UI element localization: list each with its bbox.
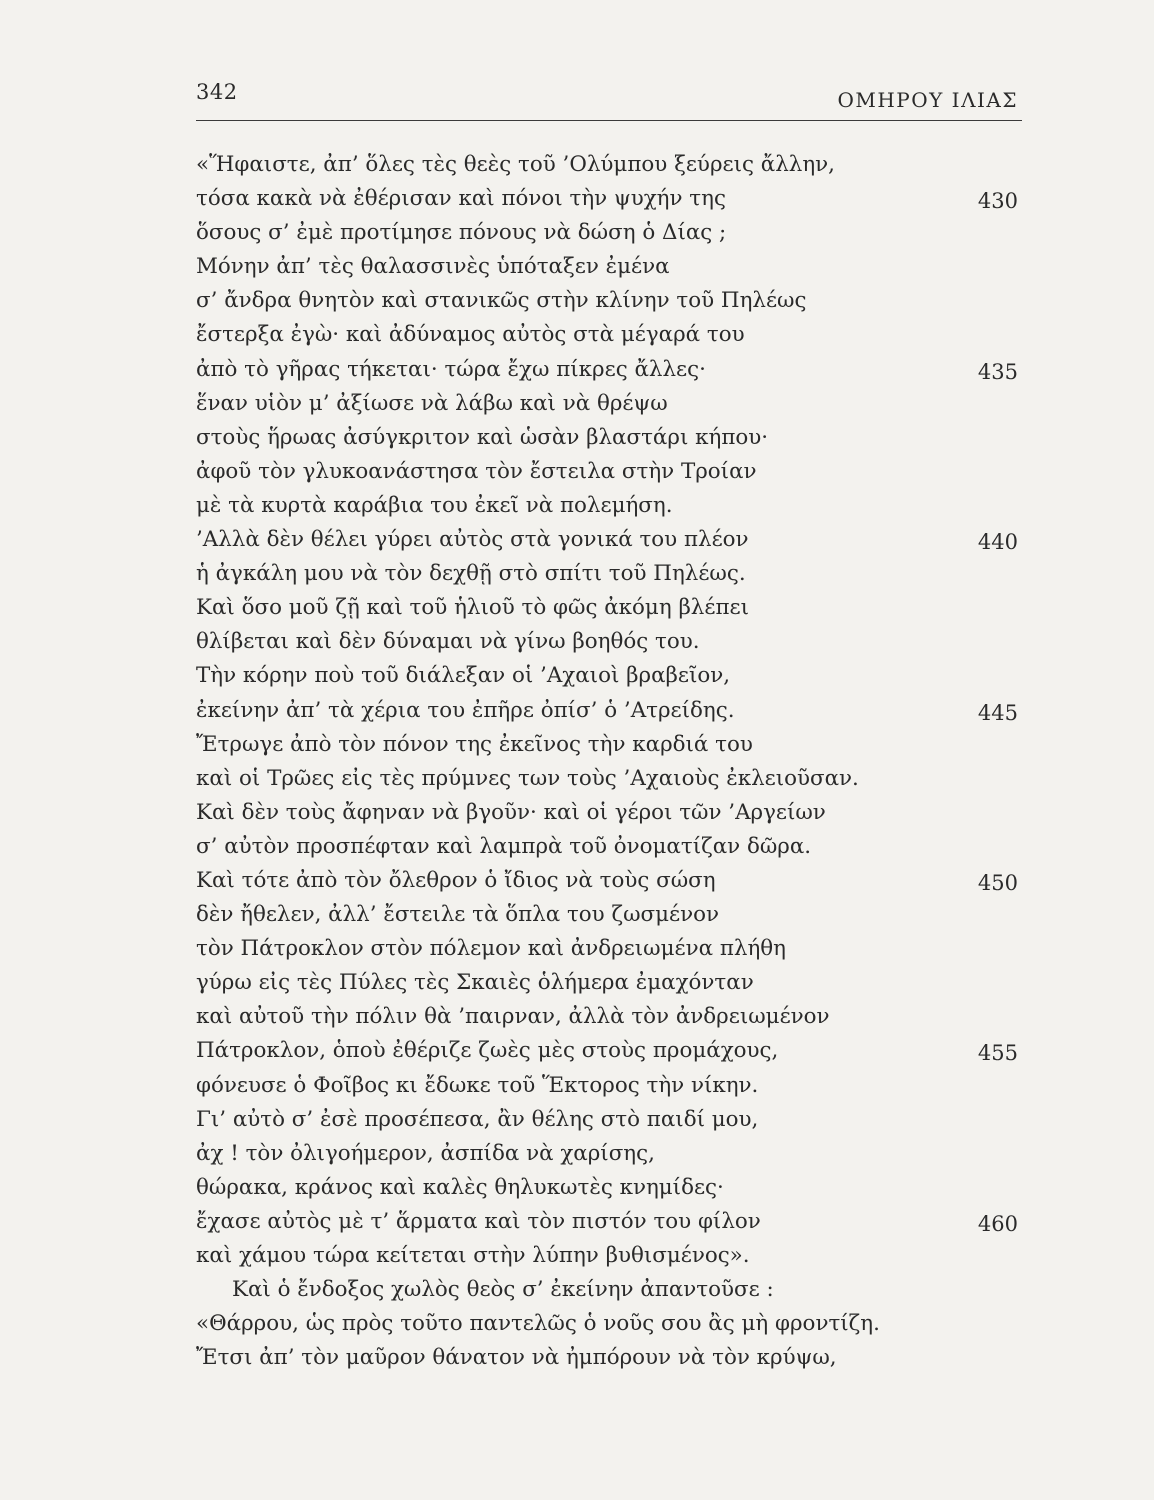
verse-text: τὸν Πάτροκλον στὸν πόλεμον καὶ ἀνδρειωμένα πλήθη: [196, 936, 786, 962]
verse-line: [196, 1341, 1026, 1375]
line-number: 430: [977, 189, 1018, 214]
verse-text: καὶ αὐτοῦ τὴν πόλιν θὰ ’παιρναν, ἀλλὰ τὸν ἀνδρειωμένον: [196, 1004, 830, 1030]
line-number: 450: [977, 870, 1018, 895]
verse-text: ἀχ ! τὸν ὀλιγοήμερον, ἀσπίδα νὰ χαρίσης,: [196, 1140, 655, 1166]
verse-text: ’Αλλὰ δὲν θέλει γύρει αὐτὸς στὰ γονικά του πλέον: [196, 527, 749, 553]
verse-text: τόσα κακὰ νὰ ἐθέρισαν καὶ πόνοι τὴν ψυχήν της: [196, 186, 726, 212]
verse-line: [196, 250, 1026, 284]
verse-line: [196, 625, 1026, 659]
verse-text: θώρακα, κράνος καὶ καλὲς θηλυκωτὲς κνημίδες·: [196, 1174, 724, 1200]
verse-line: [196, 966, 1026, 1000]
verse-line: [196, 557, 1026, 591]
line-number: 440: [977, 530, 1018, 555]
verse-line: [196, 1069, 1026, 1103]
verse-line: [196, 421, 1026, 455]
verse-text: ἐκείνην ἀπ’ τὰ χέρια του ἐπῆρε ὀπίσ’ ὁ ’Ατρείδης.: [196, 697, 735, 723]
verse-line: [196, 1034, 1026, 1068]
verse-text: καὶ χάμου τώρα κείτεται στὴν λύπην βυθισμένος».: [196, 1243, 750, 1268]
line-number: 455: [977, 1041, 1018, 1066]
verse-text: φόνευσε ὁ Φοῖβος κι ἔδωκε τοῦ Ἕκτορος τὴν νίκην.: [196, 1072, 759, 1098]
verse-text: Γι’ αὐτὸ σ’ ἐσὲ προσέπεσα, ἂν θέλης στὸ παιδί μου,: [196, 1106, 759, 1132]
verse-line: [196, 353, 1026, 387]
verse-text: Ἔτσι ἀπ’ τὸν μαῦρον θάνατον νὰ ἠμπόρουν νὰ τὸν κρύψω,: [196, 1345, 837, 1371]
verse-text: «Ἥφαιστε, ἀπ’ ὅλες τὲς θεὲς τοῦ ’Ολύμπου ξεύρεις ἄλλην,: [196, 152, 835, 177]
verse-line: [196, 1103, 1026, 1137]
verse-text: Τὴν κόρην ποὺ τοῦ διάλεξαν οἱ ’Αχαιοὶ βραβεῖον,: [196, 663, 731, 689]
verse-text: ἕναν υἱὸν μ’ ἀξίωσε νὰ λάβω καὶ νὰ θρέψω: [196, 390, 668, 416]
verse-line: [196, 1000, 1026, 1034]
verse-block: [196, 148, 1026, 1375]
verse-text: ἀπὸ τὸ γῆρας τήκεται· τώρα ἔχω πίκρες ἄλλες·: [196, 356, 706, 382]
verse-text: ἡ ἀγκάλη μου νὰ τὸν δεχθῇ στὸ σπίτι τοῦ Πηλέως.: [196, 561, 746, 587]
line-number: 445: [977, 700, 1018, 725]
verse-line: [196, 659, 1026, 693]
verse-line: [196, 864, 1026, 898]
verse-text: καὶ οἱ Τρῶες εἰς τὲς πρύμνες των τοὺς ’Αχαιοὺς ἐκλειοῦσαν.: [196, 765, 859, 791]
verse-text: Καὶ τότε ἀπὸ τὸν ὄλεθρον ὁ ἴδιος νὰ τοὺς σώση: [196, 867, 716, 893]
verse-text: Ἔτρωγε ἀπὸ τὸν πόνον της ἐκεῖνος τὴν καρδιά του: [196, 731, 753, 757]
verse-line: [196, 591, 1026, 625]
verse-text: ἔχασε αὐτὸς μὲ τ’ ἅρματα καὶ τὸν πιστόν του φίλον: [196, 1208, 761, 1234]
verse-line: [196, 1307, 1026, 1341]
verse-line: [196, 455, 1026, 489]
line-number: 435: [977, 359, 1018, 384]
verse-line: [196, 1239, 1026, 1273]
verse-line: [196, 387, 1026, 421]
verse-text: σ’ αὐτὸν προσπέφταν καὶ λαμπρὰ τοῦ ὀνοματίζαν δῶρα.: [196, 833, 812, 859]
running-title: ΟΜΗΡΟΥ ΙΛΙΑΣ: [837, 88, 1018, 112]
page-number: 342: [196, 80, 238, 104]
line-number: 460: [977, 1211, 1018, 1236]
verse-text: σ’ ἄνδρα θνητὸν καὶ στανικῶς στὴν κλίνην τοῦ Πηλέως: [196, 288, 807, 314]
verse-text: Πάτροκλον, ὁποὺ ἐθέριζε ζωὲς μὲς στοὺς προμάχους,: [196, 1038, 779, 1064]
verse-text: ἀφοῦ τὸν γλυκοανάστησα τὸν ἔστειλα στὴν Τροίαν: [196, 458, 757, 484]
verse-text: ὅσους σ’ ἐμὲ προτίμησε πόνους νὰ δώση ὁ Δίας ;: [196, 220, 727, 246]
verse-text: δὲν ἤθελεν, ἀλλ’ ἔστειλε τὰ ὅπλα του ζωσμένον: [196, 902, 719, 928]
verse-line: [196, 932, 1026, 966]
verse-line: [196, 694, 1026, 728]
page-header: [196, 72, 1022, 122]
header-rule: [196, 120, 1022, 121]
verse-line: [196, 1171, 1026, 1205]
verse-line: [196, 762, 1026, 796]
verse-text: μὲ τὰ κυρτὰ καράβια του ἐκεῖ νὰ πολεμήση.: [196, 492, 673, 518]
verse-text: ἔστερξα ἐγὼ· καὶ ἀδύναμος αὐτὸς στὰ μέγαρά του: [196, 322, 745, 348]
verse-line: [196, 489, 1026, 523]
verse-line: [196, 216, 1026, 250]
verse-text: Καὶ ὅσο μοῦ ζῇ καὶ τοῦ ἡλιοῦ τὸ φῶς ἀκόμη βλέπει: [196, 595, 749, 621]
verse-line: [196, 284, 1026, 318]
verse-text: Καὶ ὁ ἔνδοξος χωλὸς θεὸς σ’ ἐκείνην ἀπαντοῦσε :: [232, 1277, 774, 1303]
verse-text: γύρω εἰς τὲς Πύλες τὲς Σκαιὲς ὁλήμερα ἐμαχόνταν: [196, 970, 754, 996]
verse-line: [196, 728, 1026, 762]
verse-line: [196, 1205, 1026, 1239]
verse-line: [196, 1137, 1026, 1171]
verse-line: [196, 318, 1026, 352]
verse-text: «Θάρρου, ὡς πρὸς τοῦτο παντελῶς ὁ νοῦς σου ἂς μὴ φροντίζη.: [196, 1311, 880, 1337]
verse-line: [196, 182, 1026, 216]
verse-text: στοὺς ἥρωας ἀσύγκριτον καὶ ὡσὰν βλαστάρι κήπου·: [196, 424, 769, 450]
verse-text: Καὶ δὲν τοὺς ἄφηναν νὰ βγοῦν· καὶ οἱ γέροι τῶν ’Αργείων: [196, 799, 826, 825]
verse-line: [196, 1273, 1026, 1307]
verse-text: θλίβεται καὶ δὲν δύναμαι νὰ γίνω βοηθός του.: [196, 629, 700, 655]
verse-line: [196, 523, 1026, 557]
verse-line: [196, 796, 1026, 830]
verse-line: [196, 830, 1026, 864]
verse-text: Μόνην ἀπ’ τὲς θαλασσινὲς ὑπόταξεν ἐμένα: [196, 254, 670, 280]
verse-line: [196, 148, 1026, 182]
verse-line: [196, 898, 1026, 932]
